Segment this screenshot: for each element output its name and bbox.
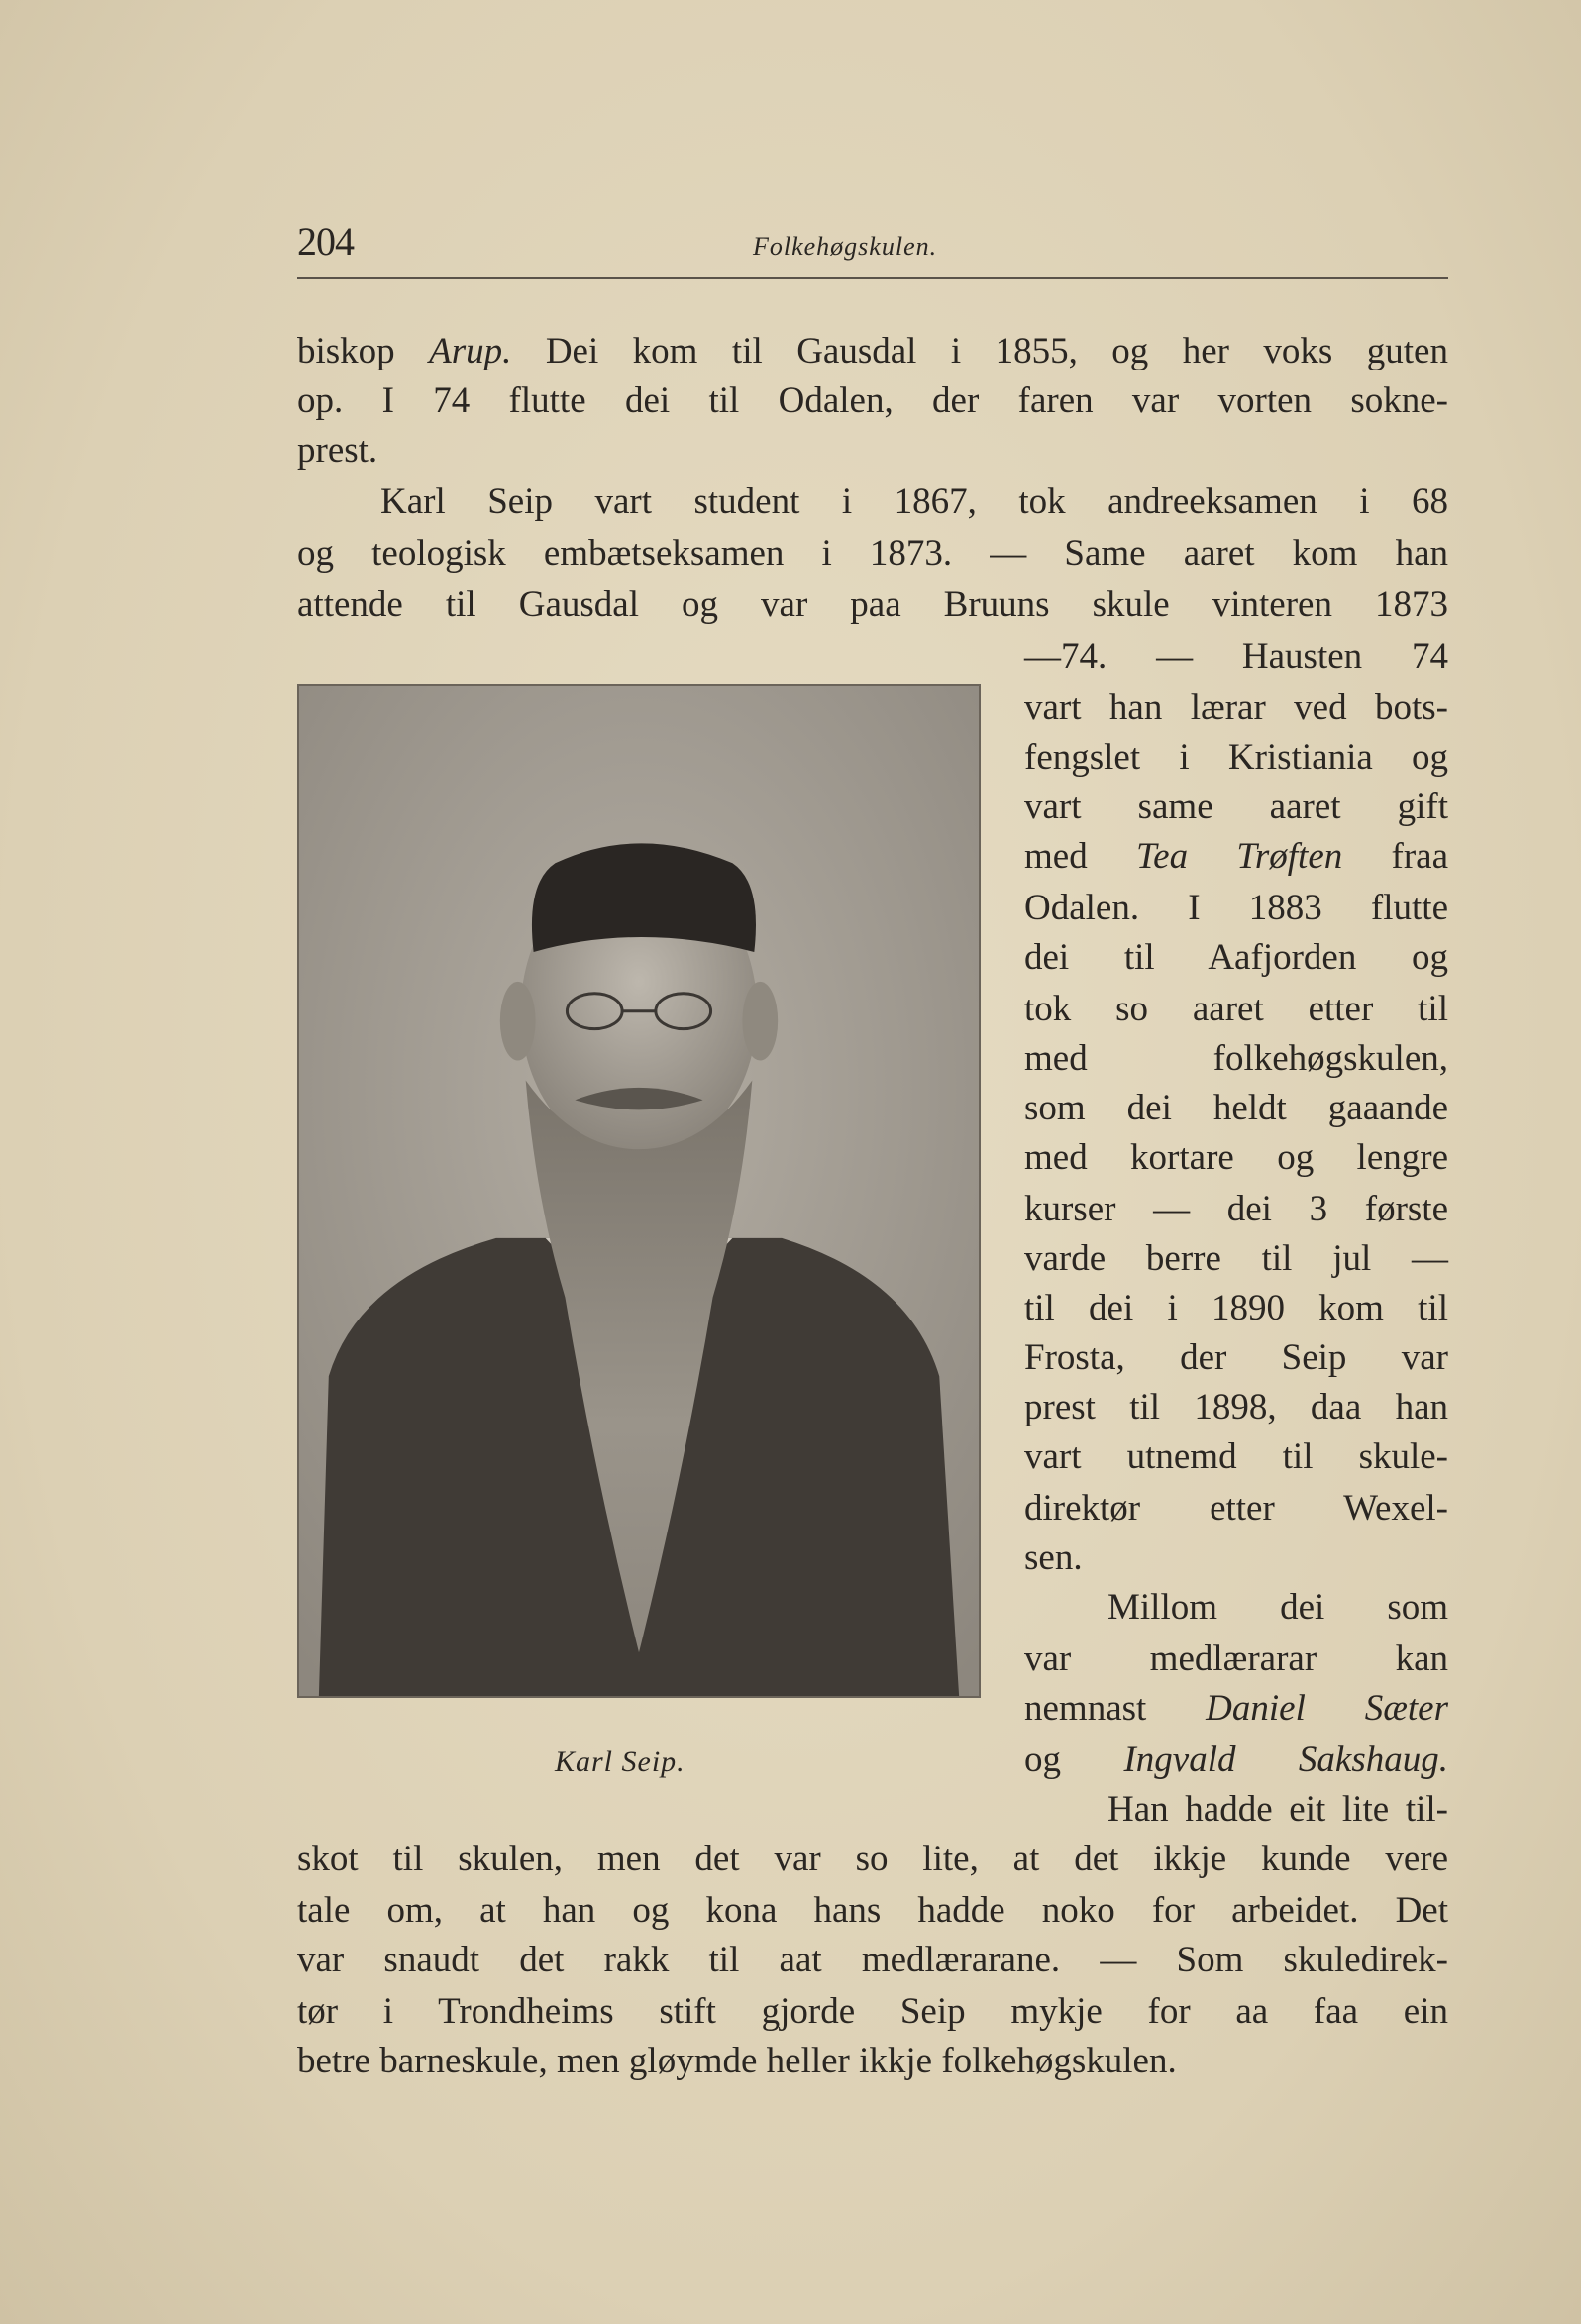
text-line: til dei i 1890 kom til	[1024, 1288, 1448, 1328]
portrait-illustration	[299, 686, 979, 1696]
page-header	[297, 218, 1448, 279]
text-line: og Ingvald Sakshaug.	[1024, 1740, 1448, 1780]
text-line: var medlærarar kan	[1024, 1638, 1448, 1679]
text-line: tale om, at han og kona hans hadde noko for arbeidet. Det	[297, 1890, 1448, 1931]
running-title: Folkehøgskulen.	[753, 232, 938, 261]
text-line: som dei heldt gaaande	[1024, 1088, 1448, 1128]
text-line: kurser — dei 3 første	[1024, 1189, 1448, 1229]
text-line: Karl Seip vart student i 1867, tok andreeksamen i 68	[380, 481, 1448, 522]
text-line: skot til skulen, men det var so lite, at det ikkje kunde vere	[297, 1839, 1448, 1879]
text-line: Frosta, der Seip var	[1024, 1337, 1448, 1378]
text-line: tok so aaret etter til	[1024, 989, 1448, 1029]
text-line: attende til Gausdal og var paa Bruuns skule vinteren 1873	[297, 584, 1448, 625]
text-line: direktør etter Wexel-	[1024, 1488, 1448, 1529]
text-line: fengslet i Kristiania og	[1024, 737, 1448, 778]
text-line: op. I 74 flutte dei til Odalen, der faren var vorten sokne-	[297, 380, 1448, 421]
text-line: nemnast Daniel Sæter	[1024, 1688, 1448, 1729]
text-line: var snaudt det rakk til aat medlærarane. — Som skuledirek-	[297, 1940, 1448, 1980]
text-line: Millom dei som	[1107, 1587, 1448, 1628]
text-line: med folkehøgskulen,	[1024, 1038, 1448, 1079]
portrait-photo	[297, 684, 981, 1698]
text-line: prest til 1898, daa han	[1024, 1387, 1448, 1427]
text-line: med Tea Trøften fraa	[1024, 836, 1448, 877]
text-line: biskop Arup. Dei kom til Gausdal i 1855, og her voks guten	[297, 331, 1448, 371]
text-line: —74. — Hausten 74	[1024, 636, 1448, 677]
text-line: dei til Aafjorden og	[1024, 937, 1448, 978]
text-line: vart utnemd til skule-	[1024, 1436, 1448, 1477]
figure-caption: Karl Seip.	[555, 1745, 685, 1778]
text-line: prest.	[297, 430, 378, 471]
text-line: sen.	[1024, 1537, 1083, 1578]
text-line: tør i Trondheims stift gjorde Seip mykje for aa faa ein	[297, 1991, 1448, 2032]
page-number: 204	[297, 219, 354, 264]
text-line: og teologisk embætseksamen i 1873. — Same aaret kom han	[297, 533, 1448, 574]
text-line: varde berre til jul —	[1024, 1238, 1448, 1279]
text-line: vart same aaret gift	[1024, 787, 1448, 827]
text-line: Han hadde eit lite til-	[1107, 1789, 1448, 1830]
text-line: med kortare og lengre	[1024, 1137, 1448, 1178]
text-line: betre barneskule, men gløymde heller ikkje folkehøgskulen.	[297, 2041, 1177, 2081]
text-line: vart han lærar ved bots-	[1024, 687, 1448, 728]
text-line: Odalen. I 1883 flutte	[1024, 888, 1448, 928]
